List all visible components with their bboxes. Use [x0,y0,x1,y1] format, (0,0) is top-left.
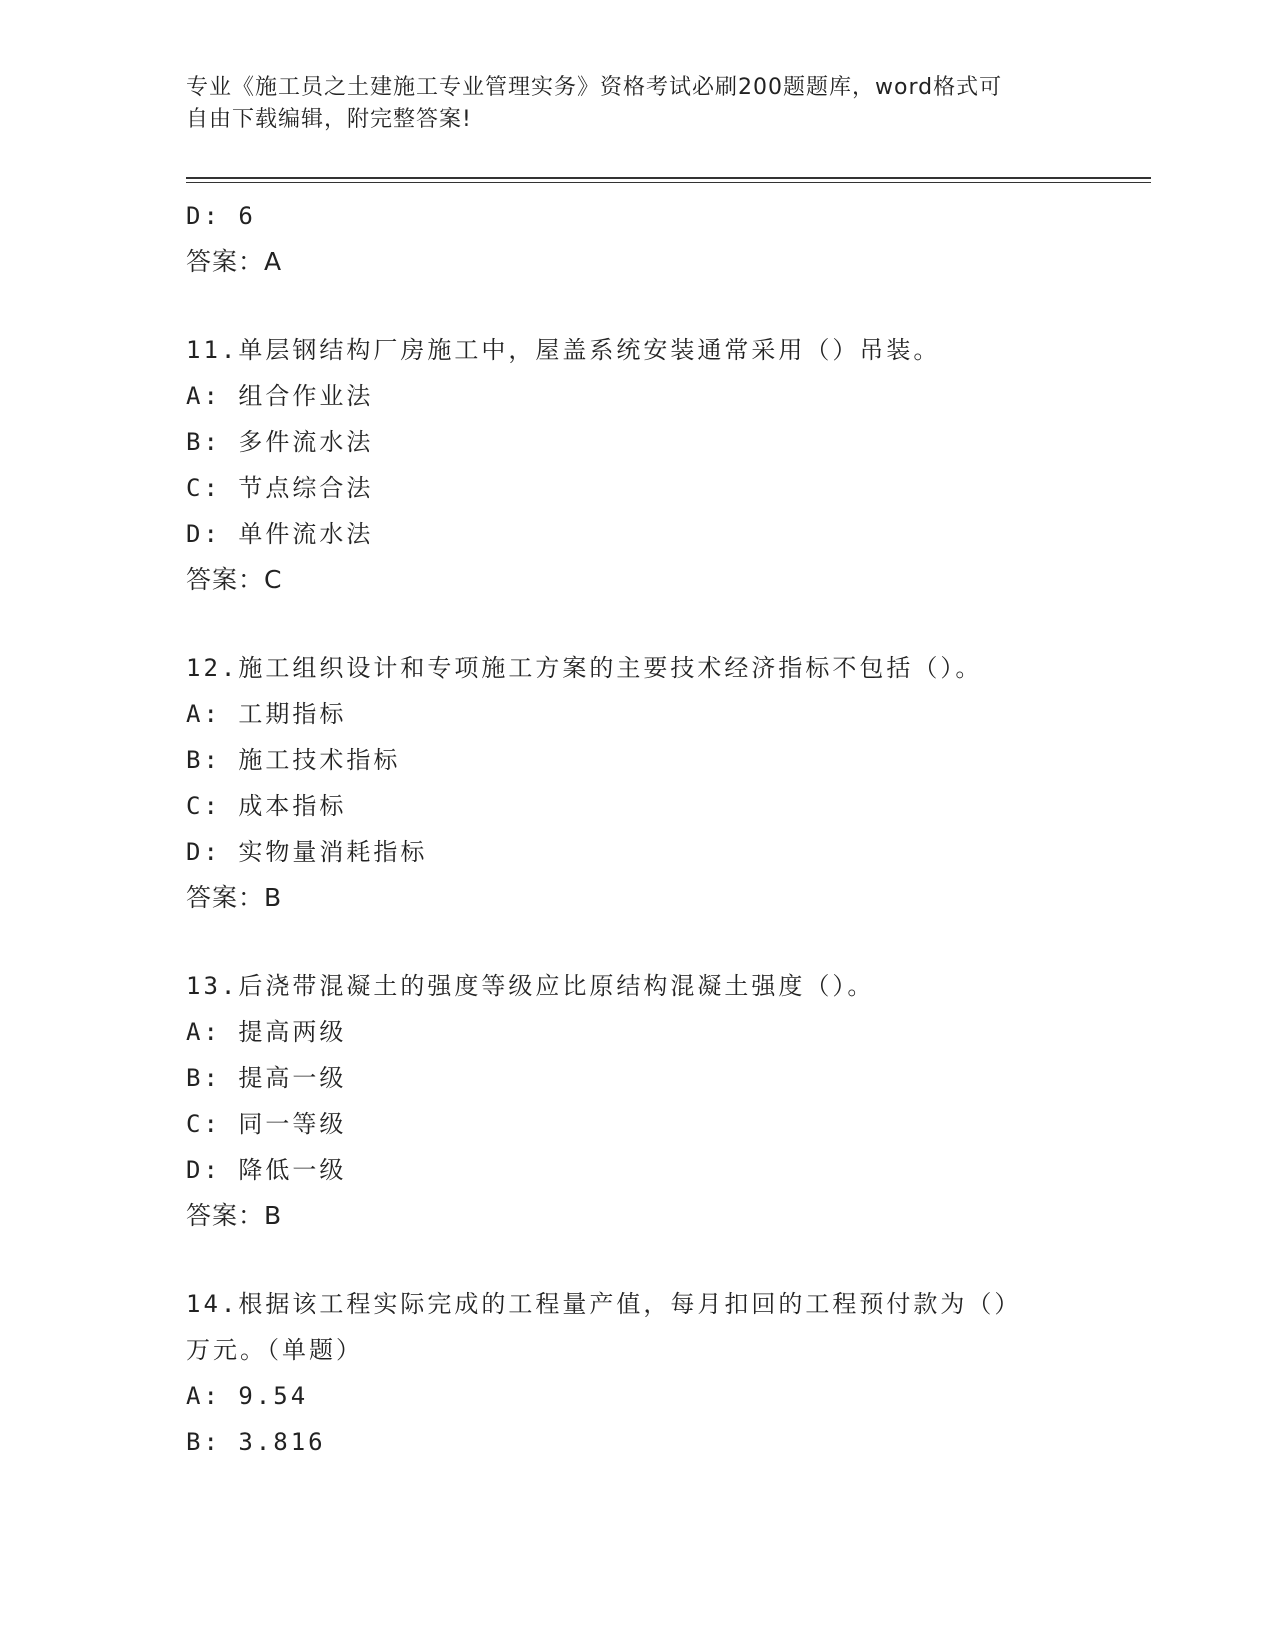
header-divider-thin [186,182,1151,183]
option-a: A: 组合作业法 [186,382,374,410]
option-d: D: 单件流水法 [186,520,374,548]
question-stem: 12.施工组织设计和专项施工方案的主要技术经济指标不包括（）。 [186,654,983,682]
answer: 答案：B [186,883,283,912]
option-c: C: 同一等级 [186,1110,347,1138]
option-a: A: 工期指标 [186,700,347,728]
option-d: D: 降低一级 [186,1156,347,1184]
document-header [186,72,1066,136]
prev-answer: 答案：A [186,247,283,276]
option-b: B: 提高一级 [186,1064,347,1092]
option-b: B: 施工技术指标 [186,746,401,774]
question-stem-line-1: 14.根据该工程实际完成的工程量产值，每月扣回的工程预付款为（） [186,1290,1022,1318]
question-14 [186,1281,1151,1465]
question-11 [186,327,1151,603]
question-stem-line-2: 万元。（单题） [186,1336,363,1364]
question-stem: 11.单层钢结构厂房施工中，屋盖系统安装通常采用（）吊装。 [186,336,941,364]
option-c: C: 成本指标 [186,792,347,820]
answer: 答案：C [186,565,283,594]
prev-option-d: D: 6 [186,202,256,230]
header-line-1: 专业《施工员之土建施工专业管理实务》资格考试必刷200题题库，word格式可 [186,75,1003,100]
question-stem: 13.后浇带混凝土的强度等级应比原结构混凝土强度（）。 [186,972,875,1000]
option-b: B: 多件流水法 [186,428,374,456]
header-line-2: 自由下载编辑，附完整答案! [186,107,472,132]
header-divider-thick [186,177,1151,179]
option-b: B: 3.816 [186,1428,326,1456]
option-a: A: 提高两级 [186,1018,347,1046]
question-13 [186,963,1151,1239]
option-c: C: 节点综合法 [186,474,374,502]
answer: 答案：B [186,1201,283,1230]
option-d: D: 实物量消耗指标 [186,838,428,866]
question-12 [186,645,1151,921]
question-list [186,193,1151,1465]
option-a: A: 9.54 [186,1382,309,1410]
